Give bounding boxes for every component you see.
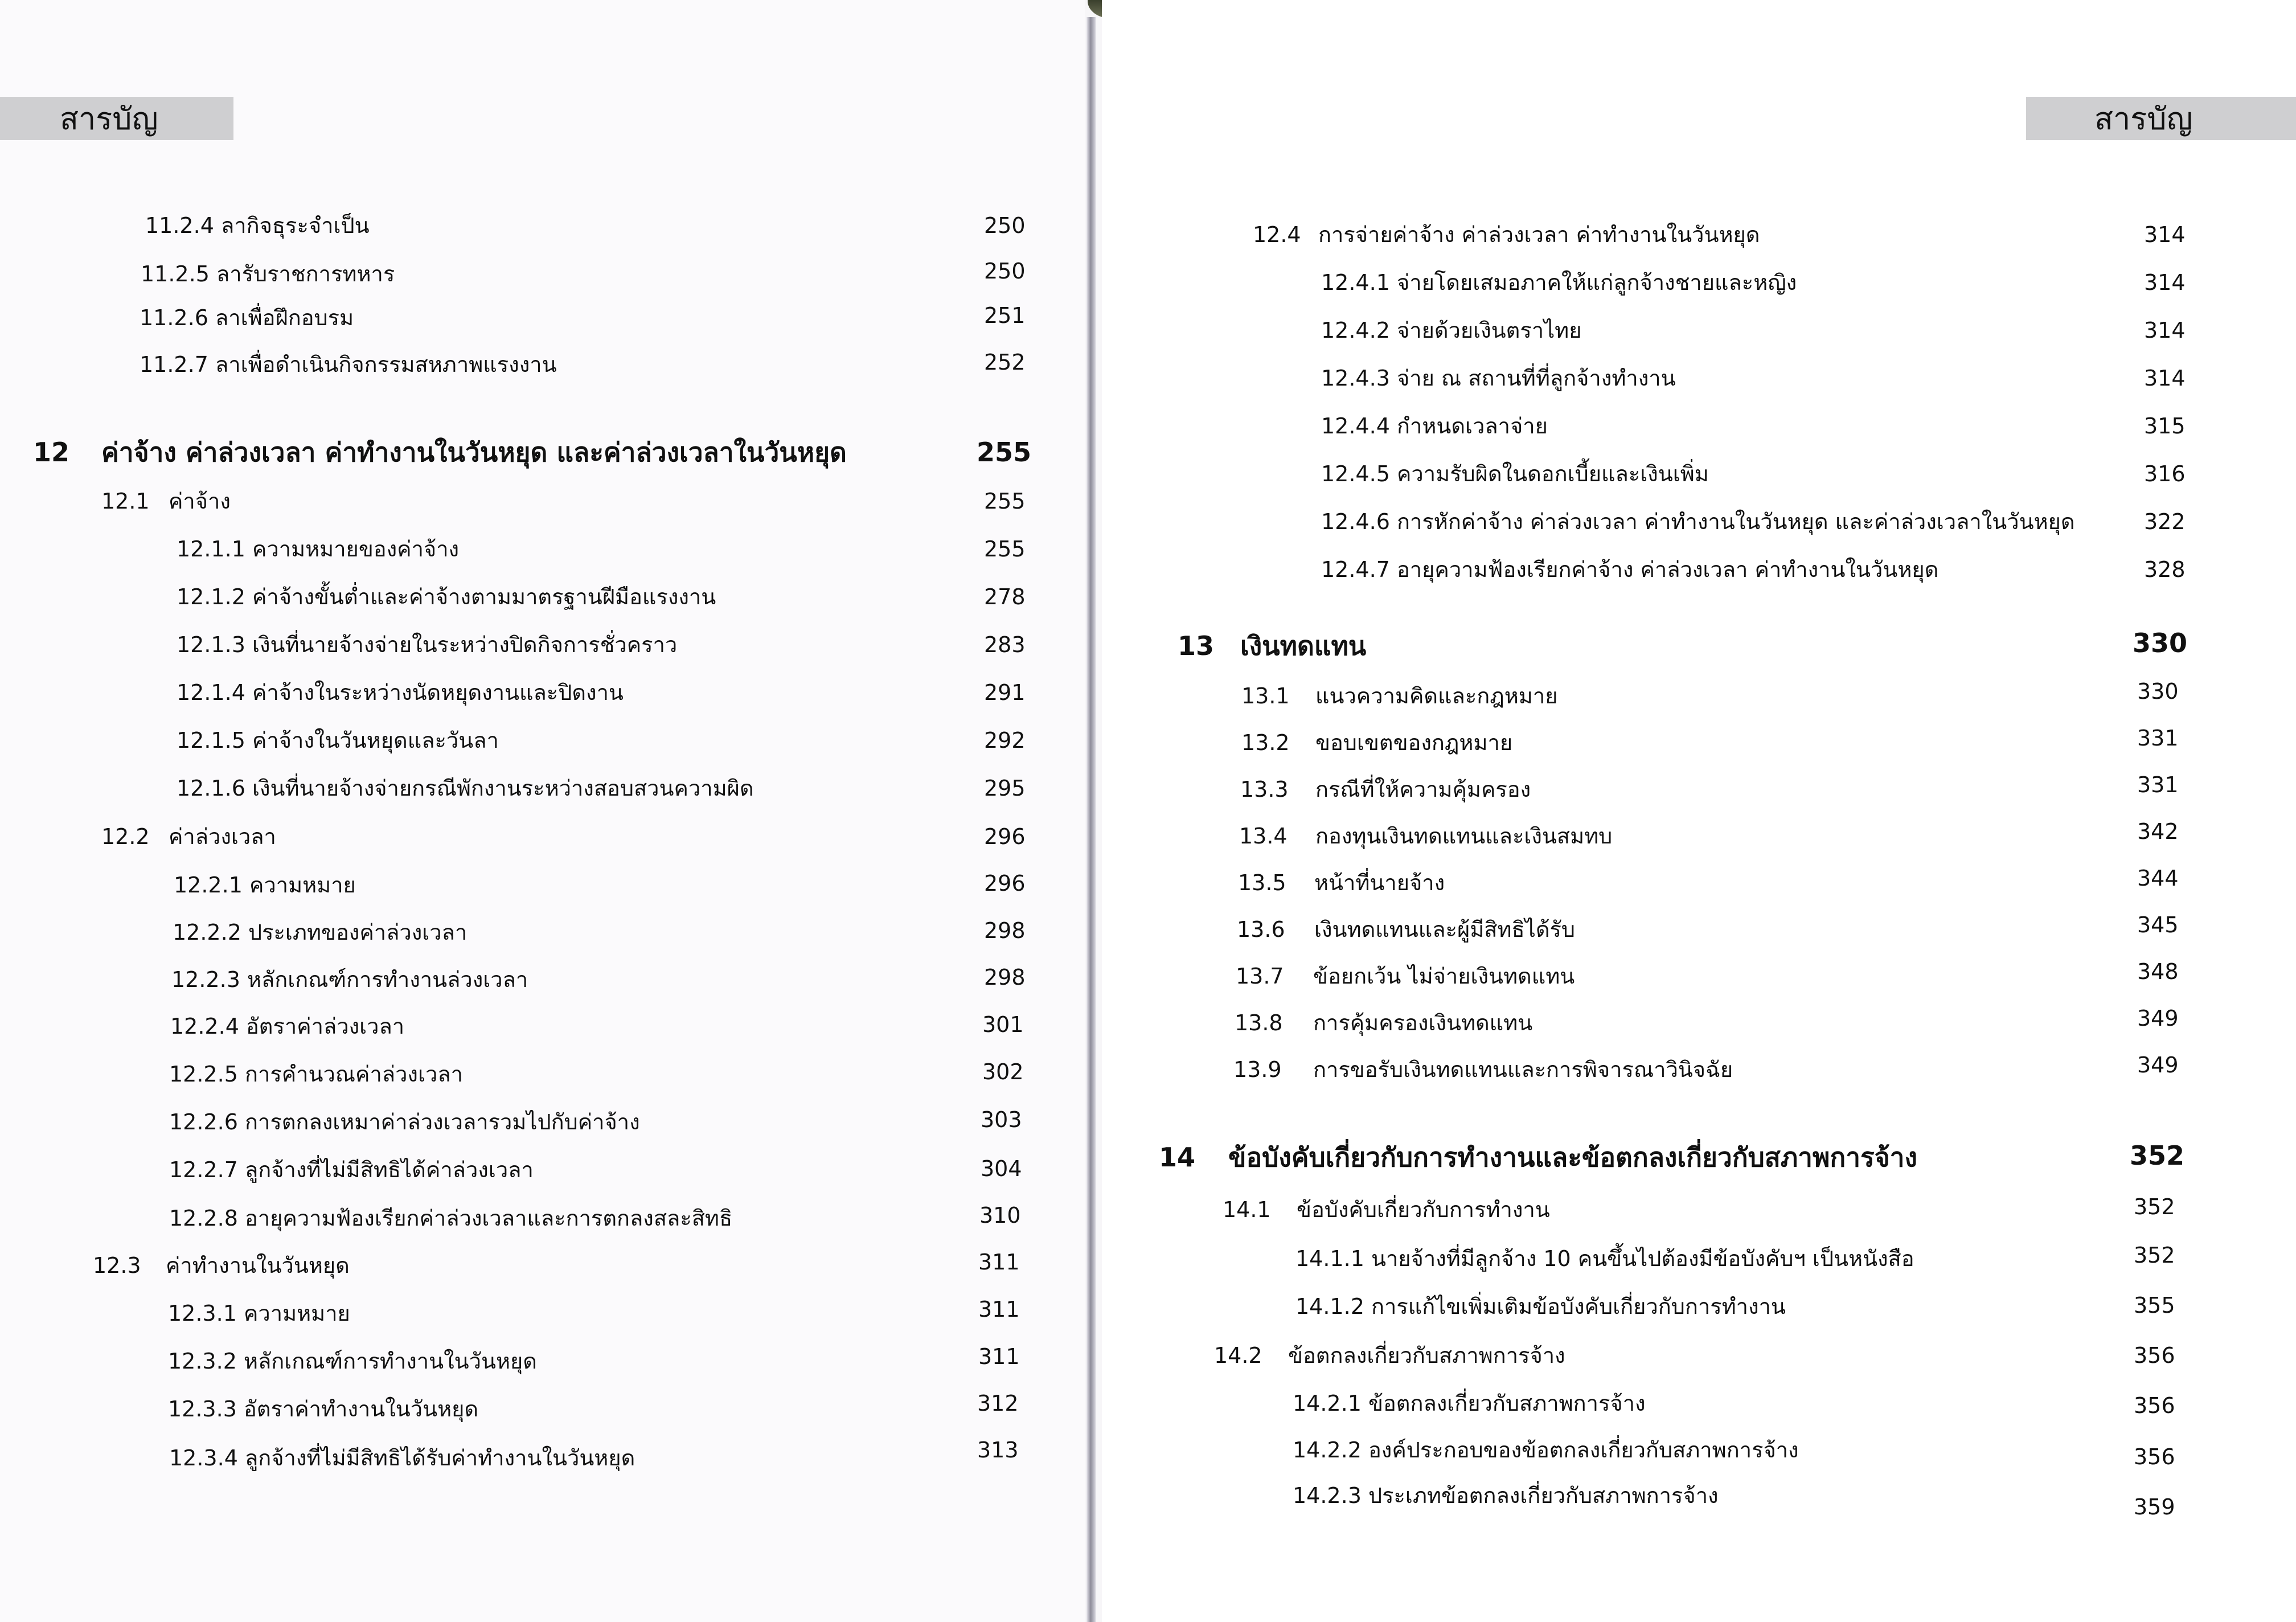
entry-number: 11.2.7 [140, 352, 208, 377]
toc-section[interactable] [1214, 1342, 1565, 1369]
toc-section[interactable] [1240, 776, 1531, 803]
entry-number: 11.2.4 [145, 213, 214, 238]
entry-page: 342 [2137, 819, 2179, 844]
entry-title: องค์ประกอบของข้อตกลงเกี่ยวกับสภาพการจ้าง [1368, 1437, 1799, 1463]
entry-title: การแก้ไขเพิ่มเติมข้อบังคับเกี่ยวกับการทำงาน [1371, 1294, 1786, 1319]
section-title: ข้อยกเว้น ไม่จ่ายเงินทดแทน [1313, 964, 1575, 989]
section-title: ค่าจ้าง [169, 489, 231, 514]
section-title: ข้อตกลงเกี่ยวกับสภาพการจ้าง [1288, 1343, 1565, 1368]
toc-entry[interactable] [1321, 269, 1797, 296]
toc-chapter-14[interactable] [1159, 1144, 1917, 1171]
entry-page: 345 [2137, 912, 2179, 937]
toc-section[interactable] [101, 488, 231, 515]
entry-page: 356 [2134, 1393, 2175, 1418]
entry-page: 310 [979, 1203, 1021, 1228]
section-title: การคุ้มครองเงินทดแทน [1313, 1010, 1533, 1035]
entry-number: 11.2.5 [141, 261, 210, 286]
toc-entry[interactable] [1293, 1482, 1719, 1509]
entry-number: 12.2.1 [174, 873, 243, 898]
toc-entry[interactable] [170, 1013, 404, 1040]
toc-chapter-13[interactable] [1178, 632, 1366, 660]
section-number: 12.1 [101, 489, 150, 514]
toc-section[interactable] [93, 1252, 350, 1279]
section-title: ค่าล่วงเวลา [169, 824, 276, 849]
toc-entry[interactable] [169, 1060, 463, 1088]
toc-section[interactable] [1253, 221, 1760, 248]
entry-number: 12.1.4 [177, 680, 245, 705]
entry-page: 331 [2137, 726, 2179, 751]
entry-page: 314 [2144, 270, 2186, 295]
entry-page: 352 [2134, 1243, 2175, 1268]
toc-entry[interactable] [177, 775, 754, 802]
right-page [1102, 0, 2296, 1622]
entry-title: ลูกจ้างที่ไม่มีสิทธิได้รับค่าทำงานในวันหยุด [244, 1445, 636, 1471]
toc-entry[interactable] [168, 1395, 478, 1423]
section-title: เงินทดแทนและผู้มีสิทธิได้รับ [1314, 917, 1576, 942]
section-title: ค่าทำงานในวันหยุด [166, 1253, 350, 1278]
toc-entry[interactable] [140, 304, 354, 331]
toc-entry[interactable] [169, 1205, 732, 1232]
entry-page: 251 [984, 303, 1026, 328]
entry-number: 12.4.6 [1321, 509, 1390, 534]
entry-title: ลาเพื่อฝึกอบรม [215, 305, 354, 330]
chapter-page: 255 [977, 437, 1032, 468]
toc-section[interactable] [1223, 1196, 1550, 1223]
page-header-right [2026, 97, 2296, 140]
entry-title: อายุความฟ้องเรียกค่าล่วงเวลาและการตกลงสละสิทธิ [244, 1206, 733, 1231]
entry-page: 356 [2134, 1343, 2175, 1368]
entry-page: 311 [978, 1250, 1020, 1275]
entry-title: ความรับผิดในดอกเบี้ยและเงินเพิ่ม [1396, 461, 1709, 486]
section-number: 13.4 [1239, 824, 1288, 849]
entry-page: 283 [984, 632, 1026, 657]
entry-title: การคำนวณค่าล่วงเวลา [244, 1062, 463, 1087]
section-title: กองทุนเงินทดแทนและเงินสมทบ [1315, 824, 1613, 849]
entry-page: 344 [2137, 866, 2179, 891]
toc-entry[interactable] [177, 727, 499, 754]
entry-page: 296 [984, 824, 1026, 849]
toc-entry[interactable] [1321, 460, 1709, 488]
entry-number: 12.2.4 [170, 1014, 239, 1039]
entry-number: 12.3.2 [168, 1349, 237, 1374]
entry-page: 295 [984, 776, 1026, 801]
entry-number: 12.4.5 [1321, 461, 1390, 486]
entry-title: หลักเกณฑ์การทำงานในวันหยุด [243, 1349, 537, 1374]
entry-title: เงินที่นายจ้างจ่ายในระหว่างปิดกิจการชั่วคราว [252, 632, 678, 657]
entry-page: 330 [2137, 679, 2179, 704]
section-number: 13.2 [1241, 730, 1290, 755]
toc-entry[interactable] [141, 260, 395, 288]
section-number: 12.4 [1253, 222, 1301, 247]
toc-section[interactable] [1239, 822, 1612, 850]
toc-entry[interactable] [174, 871, 356, 899]
entry-title: จ่าย ณ สถานที่ที่ลูกจ้างทำงาน [1396, 366, 1676, 391]
entry-number: 12.4.7 [1321, 557, 1390, 582]
entry-number: 12.1.6 [177, 776, 245, 801]
toc-entry[interactable] [140, 351, 557, 378]
chapter-number: 12 [33, 437, 70, 468]
entry-page: 355 [2134, 1293, 2175, 1318]
toc-entry[interactable] [177, 583, 716, 611]
section-title: หน้าที่นายจ้าง [1314, 870, 1445, 895]
entry-number: 12.2.3 [171, 967, 240, 992]
toc-entry[interactable] [1321, 556, 1938, 583]
section-number: 13.6 [1237, 917, 1285, 942]
entry-page: 349 [2137, 1052, 2179, 1078]
entry-page: 315 [2144, 413, 2186, 439]
entry-number: 12.2.7 [169, 1157, 238, 1182]
entry-page: 313 [977, 1437, 1019, 1463]
toc-entry[interactable] [1293, 1436, 1799, 1464]
entry-page: 291 [984, 680, 1026, 705]
section-number: 12.2 [101, 824, 150, 849]
entry-number: 12.3.3 [168, 1396, 237, 1422]
entry-page: 301 [982, 1012, 1024, 1037]
entry-page: 349 [2137, 1006, 2179, 1031]
entry-page: 311 [978, 1344, 1020, 1369]
entry-title: ค่าจ้างในวันหยุดและวันลา [252, 728, 499, 753]
entry-title: ความหมาย [243, 1301, 350, 1326]
entry-title: อัตราค่าล่วงเวลา [245, 1014, 405, 1039]
toc-section[interactable] [1241, 729, 1512, 756]
entry-title: การหักค่าจ้าง ค่าล่วงเวลา ค่าทำงานในวันหยุด และค่าล่วงเวลาในวันหยุด [1396, 509, 2075, 534]
section-title: ขอบเขตของกฎหมาย [1315, 730, 1513, 755]
entry-title: ประเภทข้อตกลงเกี่ยวกับสภาพการจ้าง [1368, 1483, 1719, 1508]
entry-number: 12.2.6 [169, 1109, 238, 1134]
entry-title: ค่าจ้างในระหว่างนัดหยุดงานและปิดงาน [252, 680, 624, 705]
entry-number: 14.2.3 [1293, 1483, 1362, 1508]
entry-page: 250 [984, 213, 1026, 238]
entry-page: 302 [982, 1059, 1024, 1084]
entry-page: 322 [2144, 509, 2186, 534]
entry-title: ค่าจ้างขั้นต่ำและค่าจ้างตามมาตรฐานฝีมือแรงงาน [252, 584, 716, 609]
toc-section[interactable] [101, 823, 276, 850]
entry-page: 304 [981, 1156, 1022, 1181]
section-number: 13.1 [1241, 683, 1290, 708]
toc-chapter-12[interactable] [33, 439, 847, 466]
entry-number: 14.2.2 [1293, 1437, 1362, 1463]
entry-number: 12.1.2 [177, 584, 245, 609]
entry-title: ลารับราชการทหาร [216, 261, 395, 286]
entry-page: 252 [984, 350, 1026, 375]
entry-number: 12.4.3 [1321, 366, 1390, 391]
toc-entry[interactable] [1321, 364, 1676, 392]
page-header-title: สารบัญ [60, 101, 158, 137]
entry-number: 12.2.2 [173, 920, 241, 945]
entry-title: ลากิจธุระจำเป็น [220, 213, 370, 238]
toc-section[interactable] [1236, 962, 1575, 990]
entry-number: 14.1.2 [1295, 1294, 1364, 1319]
entry-number: 14.1.1 [1295, 1246, 1364, 1271]
entry-page: 255 [984, 536, 1026, 562]
entry-title: จ่ายด้วยเงินตราไทย [1396, 318, 1582, 343]
page-header-left [0, 97, 233, 140]
entry-page: 348 [2137, 959, 2179, 984]
section-number: 13.8 [1235, 1010, 1283, 1035]
entry-page: 312 [977, 1391, 1019, 1416]
entry-title: อัตราค่าทำงานในวันหยุด [243, 1396, 479, 1422]
section-number: 13.5 [1238, 870, 1286, 895]
entry-title: นายจ้างที่มีลูกจ้าง 10 คนขึ้นไปต้องมีข้อบังคับฯ เป็นหนังสือ [1371, 1246, 1914, 1271]
section-number: 14.1 [1223, 1197, 1271, 1222]
entry-number: 12.4.1 [1321, 270, 1390, 295]
entry-page: 331 [2137, 772, 2179, 797]
entry-page: 314 [2144, 318, 2186, 343]
toc-section[interactable] [1237, 916, 1575, 943]
chapter-page: 352 [2130, 1140, 2185, 1171]
entry-number: 12.1.5 [177, 728, 245, 753]
entry-page: 352 [2134, 1194, 2175, 1219]
section-title: การจ่ายค่าจ้าง ค่าล่วงเวลา ค่าทำงานในวันหยุด [1318, 222, 1760, 247]
entry-title: เงินที่นายจ้างจ่ายกรณีพักงานระหว่างสอบสวนความผิด [252, 776, 754, 801]
toc-entry[interactable] [169, 1108, 640, 1136]
entry-page: 250 [984, 259, 1026, 284]
entry-page: 311 [978, 1297, 1020, 1322]
toc-entry[interactable] [177, 535, 459, 563]
chapter-title: ข้อบังคับเกี่ยวกับการทำงานและข้อตกลงเกี่ยวกับสภาพการจ้าง [1228, 1142, 1917, 1173]
section-title: แนวความคิดและกฎหมาย [1315, 683, 1558, 708]
toc-entry[interactable] [171, 966, 528, 993]
chapter-number: 14 [1159, 1142, 1196, 1173]
toc-section[interactable] [1241, 682, 1557, 710]
section-number: 13.9 [1233, 1057, 1282, 1082]
entry-number: 12.4.2 [1321, 318, 1390, 343]
toc-entry[interactable] [1295, 1245, 1914, 1272]
entry-title: การตกลงเหมาค่าล่วงเวลารวมไปกับค่าจ้าง [244, 1109, 640, 1134]
chapter-title: เงินทดแทน [1240, 630, 1367, 661]
entry-page: 292 [984, 728, 1026, 753]
entry-number: 12.2.5 [169, 1062, 238, 1087]
toc-entry[interactable] [168, 1347, 537, 1375]
entry-number: 12.3.1 [168, 1301, 237, 1326]
page-header-title: สารบัญ [2094, 101, 2193, 137]
toc-section[interactable] [1235, 1009, 1532, 1037]
entry-number: 12.2.8 [169, 1206, 238, 1231]
entry-number: 12.4.4 [1321, 413, 1390, 439]
entry-page: 296 [984, 871, 1026, 896]
entry-page: 298 [984, 918, 1026, 943]
entry-page: 303 [981, 1107, 1022, 1132]
entry-page: 316 [2144, 461, 2186, 486]
entry-number: 14.2.1 [1293, 1391, 1362, 1416]
entry-title: จ่ายโดยเสมอภาคให้แก่ลูกจ้างชายและหญิง [1396, 270, 1797, 295]
toc-entry[interactable] [169, 1444, 635, 1472]
entry-page: 359 [2134, 1494, 2175, 1519]
chapter-number: 13 [1178, 630, 1215, 661]
entry-page: 278 [984, 584, 1026, 609]
chapter-page: 330 [2133, 628, 2188, 658]
entry-page: 314 [2144, 222, 2186, 247]
entry-page: 255 [984, 489, 1026, 514]
section-number: 12.3 [93, 1253, 141, 1278]
entry-number: 11.2.6 [140, 305, 208, 330]
section-title: การขอรับเงินทดแทนและการพิจารณาวินิจฉัย [1313, 1057, 1733, 1082]
section-number: 14.2 [1214, 1343, 1262, 1368]
toc-entry[interactable] [169, 1156, 534, 1183]
toc-entry[interactable] [173, 919, 467, 946]
entry-title: ข้อตกลงเกี่ยวกับสภาพการจ้าง [1368, 1391, 1646, 1416]
entry-title: หลักเกณฑ์การทำงานล่วงเวลา [247, 967, 528, 992]
entry-title: ลาเพื่อดำเนินกิจกรรมสหภาพแรงงาน [215, 352, 557, 377]
entry-number: 12.1.1 [177, 536, 245, 562]
entry-title: ลูกจ้างที่ไม่มีสิทธิได้ค่าล่วงเวลา [244, 1157, 534, 1182]
toc-entry[interactable] [1321, 412, 1548, 440]
entry-title: ประเภทของค่าล่วงเวลา [248, 920, 468, 945]
entry-number: 12.1.3 [177, 632, 245, 657]
entry-page: 328 [2144, 557, 2186, 582]
toc-entry[interactable] [177, 679, 624, 706]
toc-entry[interactable] [1321, 317, 1582, 344]
toc-entry[interactable] [145, 212, 370, 239]
toc-section[interactable] [1238, 869, 1445, 896]
entry-number: 12.3.4 [169, 1445, 238, 1471]
toc-entry[interactable] [177, 631, 677, 658]
entry-title: กำหนดเวลาจ่าย [1396, 413, 1548, 439]
section-title: กรณีที่ให้ความคุ้มครอง [1315, 777, 1531, 802]
entry-title: ความหมายของค่าจ้าง [252, 536, 460, 562]
entry-page: 356 [2134, 1444, 2175, 1469]
section-number: 13.3 [1240, 777, 1289, 802]
section-number: 13.7 [1236, 964, 1284, 989]
entry-page: 298 [984, 965, 1026, 990]
entry-title: อายุความฟ้องเรียกค่าจ้าง ค่าล่วงเวลา ค่าทำงานในวันหยุด [1396, 557, 1939, 582]
entry-title: ความหมาย [249, 873, 356, 898]
chapter-title: ค่าจ้าง ค่าล่วงเวลา ค่าทำงานในวันหยุด และค่าล่วงเวลาในวันหยุด [101, 437, 847, 468]
section-title: ข้อบังคับเกี่ยวกับการทำงาน [1297, 1197, 1550, 1222]
entry-page: 314 [2144, 366, 2186, 391]
left-page [0, 0, 1085, 1622]
book-spine [1086, 17, 1096, 1622]
toc-entry[interactable] [1295, 1293, 1786, 1320]
toc-section[interactable] [1233, 1056, 1733, 1083]
toc-entry[interactable] [168, 1300, 350, 1327]
toc-entry[interactable] [1293, 1390, 1646, 1417]
toc-entry[interactable] [1321, 508, 2075, 535]
